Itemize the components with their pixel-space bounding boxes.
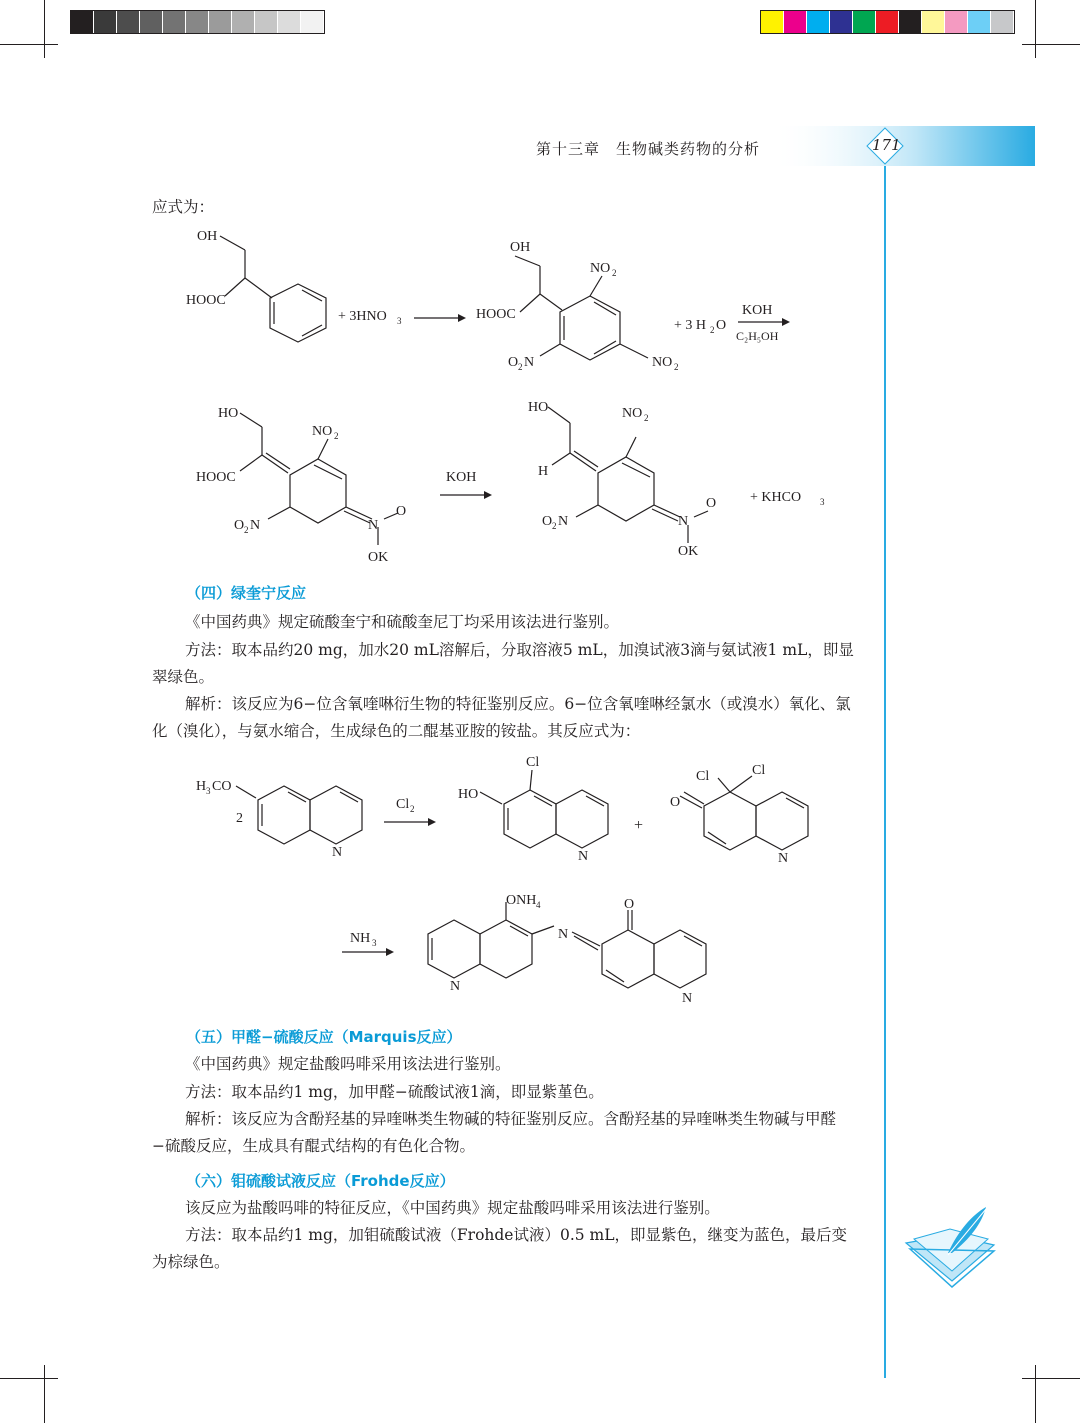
color-swatch xyxy=(94,11,117,33)
svg-text:4: 4 xyxy=(536,900,541,910)
label-oh: OH xyxy=(197,229,218,244)
crop-mark xyxy=(1022,1378,1080,1379)
crop-mark xyxy=(1022,44,1080,45)
svg-text:3: 3 xyxy=(397,316,402,326)
svg-text:O: O xyxy=(670,795,681,810)
svg-text:2: 2 xyxy=(518,362,523,372)
svg-text:N: N xyxy=(578,849,589,864)
svg-text:OH: OH xyxy=(510,240,531,255)
color-swatch xyxy=(807,11,830,33)
reaction-scheme-quinoid xyxy=(150,395,870,575)
color-swatch xyxy=(784,11,807,33)
paragraph: 方法：取本品约1 mg，加甲醛−硫酸试液1滴，即显紫堇色。 xyxy=(185,1083,604,1101)
color-swatch xyxy=(301,11,324,33)
intro-text: 应式为： xyxy=(152,198,215,216)
page-number: 171 xyxy=(872,136,901,154)
svg-text:H: H xyxy=(538,464,549,479)
svg-text:N: N xyxy=(558,514,569,529)
crop-mark xyxy=(44,0,45,58)
reaction-scheme-nitration xyxy=(150,220,870,380)
svg-text:OK: OK xyxy=(678,544,699,559)
svg-text:HOOC: HOOC xyxy=(186,293,226,308)
color-swatch xyxy=(209,11,232,33)
svg-text:O: O xyxy=(716,318,727,333)
svg-text:N: N xyxy=(368,518,379,533)
paragraph: 方法：取本品约1 mg，加钼硫酸试液（Frohde试液）0.5 mL，即显紫色，继变为蓝色，最后变为棕绿色。 xyxy=(152,1226,848,1271)
svg-text:2: 2 xyxy=(552,521,557,531)
color-swatch xyxy=(255,11,278,33)
svg-text:O: O xyxy=(624,897,635,912)
chapter-title: 第十三章 生物碱类药物的分析 xyxy=(536,140,761,158)
svg-text:N: N xyxy=(558,927,569,942)
crop-mark xyxy=(0,44,58,45)
svg-text:+ 3 H: + 3 H xyxy=(674,318,707,333)
svg-text:NO: NO xyxy=(622,406,643,421)
svg-text:NO: NO xyxy=(652,355,673,370)
svg-text:3: 3 xyxy=(820,497,825,507)
color-swatch xyxy=(853,11,876,33)
section-heading-4: （四）绿奎宁反应 xyxy=(186,584,307,602)
paragraph: 该反应为盐酸吗啡的特征反应，《中国药典》规定盐酸吗啡采用该法进行鉴别。 xyxy=(185,1199,720,1217)
color-swatch xyxy=(830,11,853,33)
svg-text:N: N xyxy=(524,355,535,370)
header-band xyxy=(770,126,1035,166)
svg-text:H: H xyxy=(196,779,207,794)
section-heading-5: （五）甲醛−硫酸反应（Marquis反应） xyxy=(186,1028,462,1046)
color-swatch xyxy=(186,11,209,33)
svg-text:O: O xyxy=(508,355,519,370)
svg-text:N: N xyxy=(332,845,343,860)
svg-text:KOH: KOH xyxy=(446,470,477,485)
margin-rule xyxy=(884,166,886,1378)
book-quill-icon xyxy=(900,1205,1000,1290)
color-swatch xyxy=(991,11,1014,33)
color-swatch xyxy=(876,11,899,33)
svg-text:O: O xyxy=(234,518,245,533)
color-swatch xyxy=(761,11,784,33)
gray-calibration-bar xyxy=(70,10,325,34)
svg-text:ONH: ONH xyxy=(506,893,537,908)
svg-text:NO: NO xyxy=(312,424,333,439)
svg-text:CO: CO xyxy=(212,779,232,794)
svg-text:2: 2 xyxy=(334,431,339,441)
svg-text:+ 3HNO: + 3HNO xyxy=(338,309,387,324)
crop-mark xyxy=(1035,1365,1036,1423)
svg-text:3: 3 xyxy=(372,938,377,948)
svg-text:N: N xyxy=(450,979,461,994)
svg-text:2: 2 xyxy=(644,413,649,423)
svg-text:Cl: Cl xyxy=(696,769,710,784)
color-swatch xyxy=(922,11,945,33)
crop-mark xyxy=(0,1378,58,1379)
reaction-scheme-thalleioquin xyxy=(180,750,860,1010)
svg-text:OK: OK xyxy=(368,550,389,565)
svg-text:O: O xyxy=(706,496,717,511)
svg-text:HOOC: HOOC xyxy=(476,307,516,322)
svg-text:NO: NO xyxy=(590,261,611,276)
color-swatch xyxy=(278,11,301,33)
svg-text:N: N xyxy=(250,518,261,533)
svg-text:+ KHCO: + KHCO xyxy=(750,490,802,505)
svg-text:2: 2 xyxy=(612,268,617,278)
color-swatch xyxy=(117,11,140,33)
svg-text:3: 3 xyxy=(206,786,211,796)
svg-text:C₂H₅OH: C₂H₅OH xyxy=(736,329,779,343)
svg-text:N: N xyxy=(778,851,789,866)
color-swatch xyxy=(232,11,255,33)
section-heading-6: （六）钼硫酸试液反应（Frohde反应） xyxy=(186,1172,455,1190)
svg-text:O: O xyxy=(396,504,407,519)
color-calibration-bar xyxy=(760,10,1015,34)
svg-text:Cl: Cl xyxy=(396,797,410,812)
paragraph: 《中国药典》规定硫酸奎宁和硫酸奎尼丁均采用该法进行鉴别。 xyxy=(185,613,620,631)
color-swatch xyxy=(163,11,186,33)
svg-text:HO: HO xyxy=(528,400,549,415)
crop-mark xyxy=(44,1365,45,1423)
color-swatch xyxy=(945,11,968,33)
paragraph: 《中国药典》规定盐酸吗啡采用该法进行鉴别。 xyxy=(185,1055,511,1073)
svg-text:N: N xyxy=(682,991,693,1006)
svg-text:2: 2 xyxy=(244,525,249,535)
svg-text:KOH: KOH xyxy=(742,303,773,318)
svg-text:NH: NH xyxy=(350,931,371,946)
svg-text:HO: HO xyxy=(218,406,239,421)
color-swatch xyxy=(968,11,991,33)
paragraph: 方法：取本品约20 mg，加水20 mL溶解后，分取溶液5 mL，加溴试液3滴与氨试液1 mL，即显翠绿色。 xyxy=(152,641,854,686)
color-swatch xyxy=(71,11,94,33)
svg-text:HOOC: HOOC xyxy=(196,470,236,485)
svg-text:2: 2 xyxy=(710,325,715,335)
svg-text:O: O xyxy=(542,514,553,529)
svg-text:+: + xyxy=(634,817,644,834)
svg-text:N: N xyxy=(678,514,689,529)
svg-text:2: 2 xyxy=(674,362,679,372)
svg-text:Cl: Cl xyxy=(752,763,766,778)
paragraph: 解析：该反应为6−位含氧喹啉衍生物的特征鉴别反应。6−位含氧喹啉经氯水（或溴水）氧化、氯化（溴化），与氨水缩合，生成绿色的二醌基亚胺的铵盐。其反应式为： xyxy=(152,695,851,740)
paragraph: 解析：该反应为含酚羟基的异喹啉类生物碱的特征鉴别反应。含酚羟基的异喹啉类生物碱与甲醛−硫酸反应，生成具有醌式结构的有色化合物。 xyxy=(152,1110,837,1155)
color-swatch xyxy=(899,11,922,33)
svg-text:2: 2 xyxy=(236,811,243,826)
crop-mark xyxy=(1035,0,1036,58)
svg-text:2: 2 xyxy=(410,804,415,814)
color-swatch xyxy=(140,11,163,33)
svg-text:HO: HO xyxy=(458,787,479,802)
svg-text:Cl: Cl xyxy=(526,755,540,770)
